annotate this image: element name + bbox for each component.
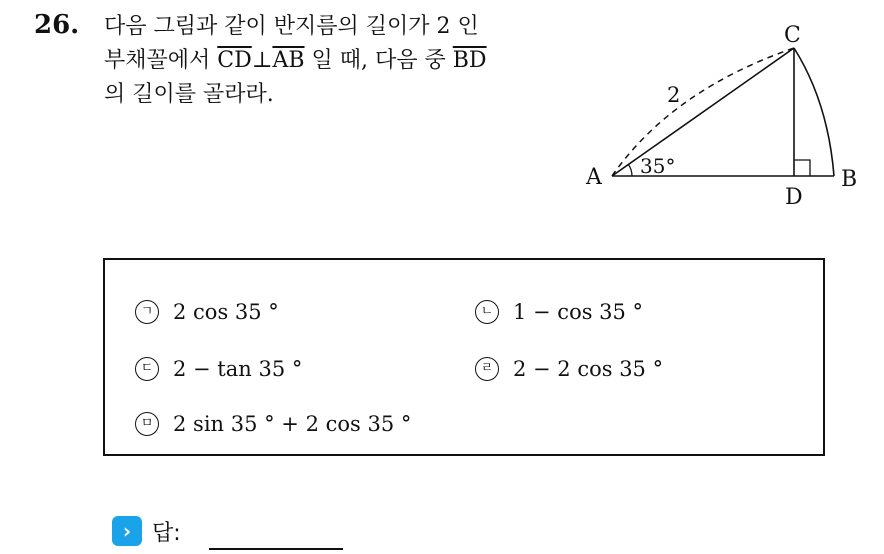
label-b: B — [841, 167, 858, 192]
choice-text-1: 2 cos 35 ° — [173, 300, 279, 324]
choice-3[interactable] — [135, 357, 302, 381]
sector-figure — [560, 10, 870, 210]
right-angle-mark — [794, 160, 810, 176]
choice-marker-3: ㄷ — [135, 357, 159, 381]
choice-marker-2: ㄴ — [475, 300, 499, 324]
question-text — [104, 10, 554, 112]
choices-box — [103, 258, 825, 456]
choice-5[interactable] — [135, 412, 411, 436]
choice-marker-4: ㄹ — [475, 357, 499, 381]
segment-cd: $\overline{CD}$ — [217, 48, 252, 73]
segment-ab: $\overline{AB}$ — [272, 48, 305, 73]
label-d: D — [785, 185, 803, 210]
choice-2[interactable] — [475, 300, 643, 324]
choice-1[interactable] — [135, 300, 279, 324]
question-line-2-middle: 일 때, 다음 중 — [304, 48, 453, 73]
choice-marker-1: ㄱ — [135, 300, 159, 324]
question-line-2 — [104, 44, 554, 78]
choice-text-4: 2 − 2 cos 35 ° — [513, 357, 664, 381]
answer-label: 답: — [152, 520, 181, 546]
choice-marker-5: ㅁ — [135, 412, 159, 436]
choice-4[interactable] — [475, 357, 663, 381]
answer-area — [112, 512, 343, 550]
question-line-3: 의 길이를 골라라. — [104, 82, 274, 107]
perpendicular-symbol: ⊥ — [251, 48, 273, 73]
arc-cb — [794, 48, 834, 176]
label-c: C — [784, 23, 801, 48]
choice-text-5: 2 sin 35 ° + 2 cos 35 ° — [173, 412, 412, 436]
angle-label: 35° — [640, 154, 676, 178]
question-number: 26. — [34, 10, 80, 40]
segment-bd: $\overline{BD}$ — [452, 48, 487, 73]
choice-text-2: 1 − cos 35 ° — [513, 300, 644, 324]
question-line-1: 다음 그림과 같이 반지름의 길이가 2 인 — [104, 14, 479, 39]
angle-arc — [628, 164, 632, 176]
chevron-right-icon: › — [112, 516, 142, 546]
radius-label: 2 — [667, 83, 681, 107]
label-a: A — [586, 165, 602, 190]
answer-blank[interactable] — [209, 522, 343, 550]
question-line-2-start: 부채꼴에서 — [104, 48, 218, 73]
choice-text-3: 2 − tan 35 ° — [173, 357, 303, 381]
